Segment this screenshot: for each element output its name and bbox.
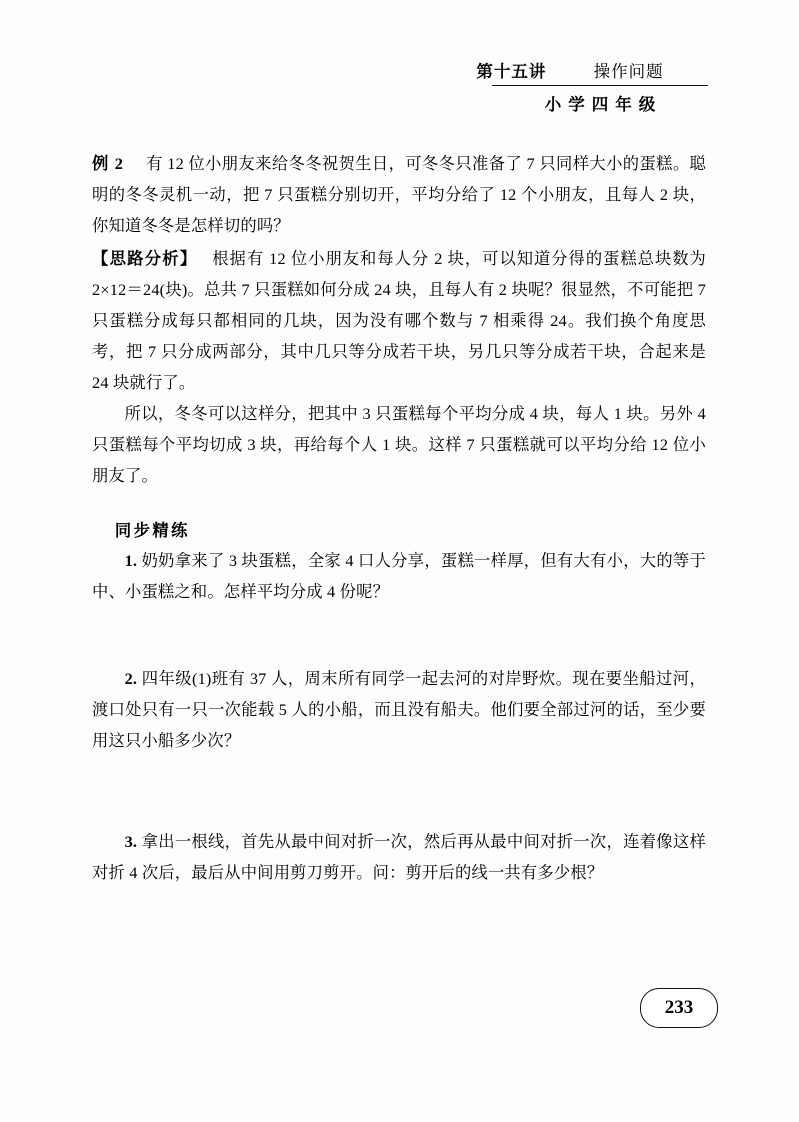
analysis-text-1: 根据有 12 位小朋友和每人分 2 块，可以知道分得的蛋糕总块数为 2×12＝24(块)。总共 7 只蛋糕如何分成 24 块，且每人有 2 块呢？很显然，不可能把 7 只蛋糕分成每只都相同的几块，因为没有哪个数与 7 相乘得 24。我们换个角度思考，把 7 只分成两部分，其中几只等分成若干块，另几只等分成若干块，合起来是 24 块就行了。 <box>92 249 706 392</box>
practice-item-1-text: 奶奶拿来了 3 块蛋糕，全家 4 口人分享，蛋糕一样厚，但有大有小，大的等于中、小蛋糕之和。怎样平均分成 4 份呢？ <box>92 551 706 601</box>
example-label: 例 2 <box>92 154 124 173</box>
practice-item-3 <box>92 826 706 888</box>
practice-item-2 <box>92 663 706 756</box>
header-grade: 小学四年级 <box>544 95 663 114</box>
practice-item-3-number: 3. <box>124 832 138 851</box>
header-lecture-line <box>430 58 710 82</box>
practice-item-3-text: 拿出一根线，首先从最中间对折一次，然后再从最中间对折一次，连着像这样对折 4 次后，最后从中间用剪刀剪开。问：剪开后的线一共有多少根？ <box>92 832 706 882</box>
practice-item-1-number: 1. <box>124 551 138 570</box>
practice-item-2-text: 四年级(1)班有 37 人，周末所有同学一起去河的对岸野炊。现在要坐船过河，渡口处只有一只一次能载 5 人的小船，而且没有船夫。他们要全部过河的话，至少要用这只小船多少次？ <box>92 669 706 750</box>
lecture-title: 第十五讲 <box>476 62 547 81</box>
example-paragraph <box>92 148 706 241</box>
example-text: 有 12 位小朋友来给冬冬祝贺生日，可冬冬只准备了 7 只同样大小的蛋糕。聪明的冬冬灵机一动，把 7 只蛋糕分别切开，平均分给了 12 个小朋友，且每人 2 块，你知道冬冬是怎样切的吗？ <box>92 154 706 235</box>
analysis-paragraph-2: 所以，冬冬可以这样分，把其中 3 只蛋糕每个平均分成 4 块，每人 1 块。另外 4 只蛋糕每个平均切成 3 块，再给每个人 1 块。这样 7 只蛋糕就可以平均分给 12 位小朋友了。 <box>92 404 706 485</box>
practice-section-title: 同步精练 <box>114 521 190 540</box>
page-number-badge: 233 <box>640 988 718 1028</box>
answer-space-2 <box>92 756 706 826</box>
lecture-topic: 操作问题 <box>593 62 664 81</box>
analysis-paragraph-1 <box>92 243 706 398</box>
answer-space-1 <box>92 607 706 663</box>
page-header <box>430 58 710 114</box>
header-divider <box>492 85 708 86</box>
page-content <box>92 148 706 888</box>
analysis-label: 【思路分析】 <box>92 249 198 268</box>
practice-item-2-number: 2. <box>124 669 138 688</box>
practice-item-1 <box>92 545 706 607</box>
